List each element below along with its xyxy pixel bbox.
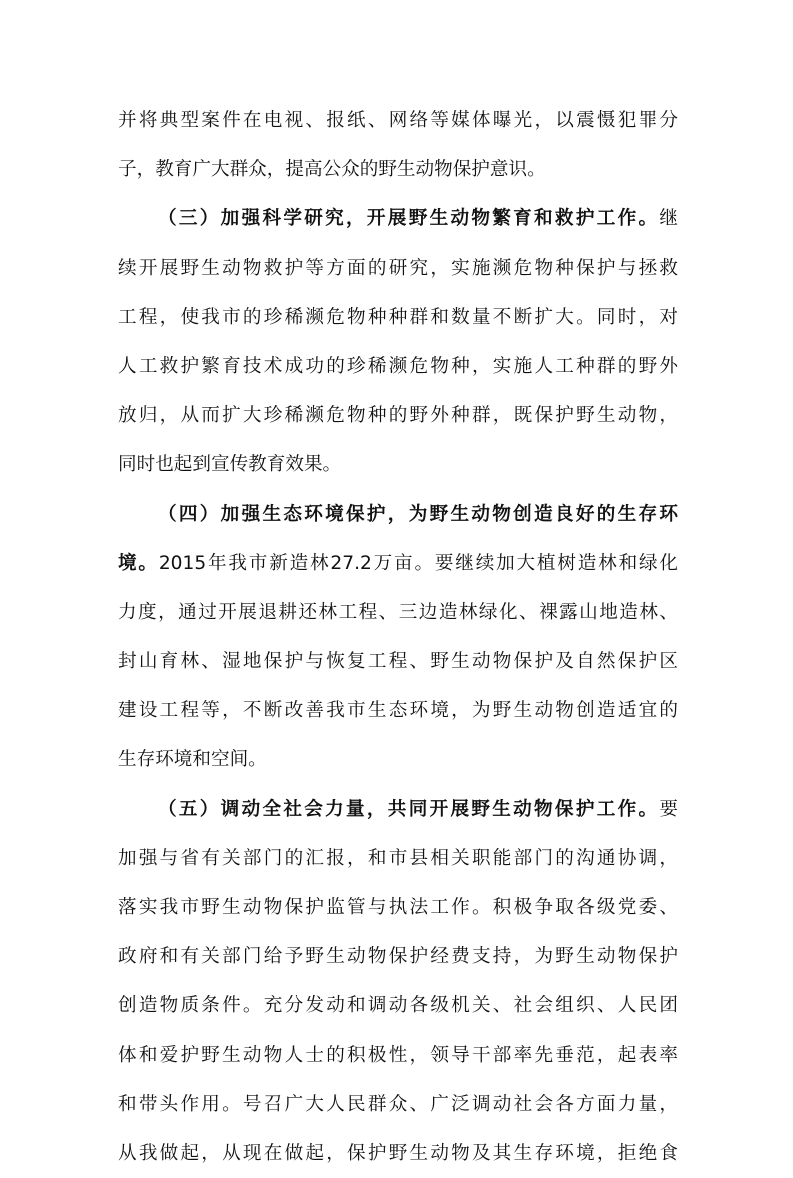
text-line <box>118 490 678 539</box>
line-text: 续开展野生动物救护等方面的研究，实施濒危物种保护与拯救 <box>118 257 678 279</box>
section-heading: （三）加强科学研究，开展野生动物繁育和救护工作。 <box>158 208 660 230</box>
line-text: 子，教育广大群众，提高公众的野生动物保护意识。 <box>118 159 546 181</box>
text-line <box>118 293 678 342</box>
line-text: 继 <box>659 208 678 230</box>
text-line <box>118 391 678 440</box>
text-line <box>118 785 678 834</box>
text-line <box>118 342 678 391</box>
section-heading-end: 境。 <box>118 552 159 574</box>
text-line <box>118 96 678 145</box>
line-text: 力度，通过开展退耕还林工程、三边造林绿化、裸露山地造林、 <box>118 601 678 623</box>
line-text: 体和爱护野生动物人士的积极性，领导干部率先垂范，起表率 <box>118 1044 678 1066</box>
text-line <box>118 981 678 1030</box>
line-text: 创造物质条件。充分发动和调动各级机关、社会组织、人民团 <box>118 995 678 1017</box>
text-line <box>118 686 678 735</box>
text-line <box>118 588 678 637</box>
line-text: 封山育林、湿地保护与恢复工程、野生动物保护及自然保护区 <box>118 651 678 673</box>
text-line <box>118 883 678 932</box>
line-text: 政府和有关部门给予野生动物保护经费支持，为野生动物保护 <box>118 946 678 968</box>
line-text: 和带头作用。号召广大人民群众、广泛调动社会各方面力量， <box>118 1093 678 1115</box>
text-line <box>118 932 678 981</box>
section-heading: （五）调动全社会力量，共同开展野生动物保护工作。 <box>158 798 660 820</box>
paragraph-2 <box>118 194 678 489</box>
section-heading: （四）加强生态环境保护，为野生动物创造良好的生存环 <box>158 503 678 525</box>
text-line <box>118 440 678 489</box>
line-text: 2015年我市新造林27.2万亩。要继续加大植树造林和绿化 <box>158 552 678 574</box>
text-line <box>118 735 678 784</box>
text-line <box>118 1129 678 1178</box>
paragraph-1 <box>118 96 678 194</box>
line-text: 建设工程等，不断改善我市生态环境，为野生动物创造适宜的 <box>118 700 678 722</box>
line-text: 并将典型案件在电视、报纸、网络等媒体曝光，以震慑犯罪分 <box>118 110 678 131</box>
text-line <box>118 194 678 243</box>
text-line <box>118 834 678 883</box>
line-text: 落实我市野生动物保护监管与执法工作。积极争取各级党委、 <box>118 897 678 918</box>
line-text: 加强与省有关部门的汇报，和市县相关职能部门的沟通协调， <box>118 847 678 869</box>
text-line <box>118 145 678 194</box>
line-text: 要 <box>659 798 678 820</box>
text-line <box>118 244 678 293</box>
line-text: 放归，从而扩大珍稀濒危物种的野外种群，既保护野生动物， <box>118 405 678 427</box>
text-line <box>118 539 678 588</box>
line-text: 人工救护繁育技术成功的珍稀濒危物种，实施人工种群的野外 <box>118 355 678 377</box>
line-text: 从我做起，从现在做起，保护野生动物及其生存环境，拒绝食 <box>118 1142 678 1164</box>
line-text: 生存环境和空间。 <box>118 749 267 771</box>
text-line <box>118 1031 678 1080</box>
line-text: 同时也起到宣传教育效果。 <box>118 454 342 476</box>
paragraph-3 <box>118 490 678 785</box>
paragraph-4 <box>118 785 678 1178</box>
document-page <box>118 96 678 1178</box>
line-text: 工程，使我市的珍稀濒危物种种群和数量不断扩大。同时，对 <box>118 306 678 328</box>
text-line <box>118 637 678 686</box>
